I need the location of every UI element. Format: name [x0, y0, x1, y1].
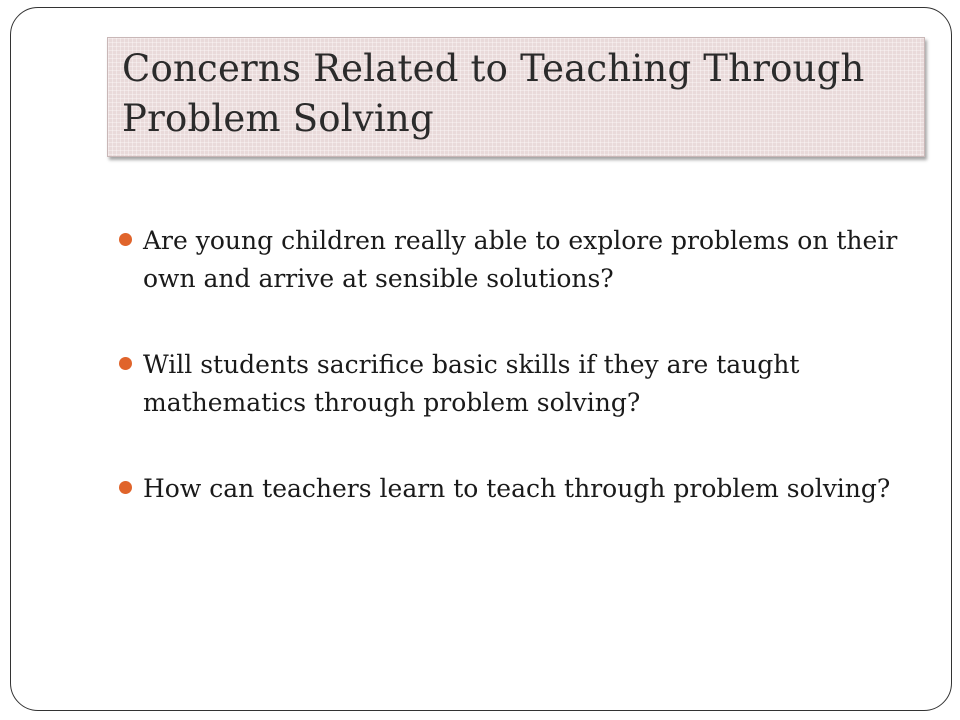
bullet-item — [119, 470, 919, 508]
bullet-text: Will students sacrifice basic skills if they are taught mathematics through problem solving? — [143, 350, 800, 417]
bullet-item — [119, 346, 919, 422]
bullet-dot-icon — [119, 233, 132, 246]
slide-frame — [10, 7, 952, 711]
bullet-item — [119, 222, 919, 298]
slide-title: Concerns Related to Teaching Through Problem Solving — [122, 47, 865, 140]
bullet-dot-icon — [119, 357, 132, 370]
bullet-dot-icon — [119, 481, 132, 494]
bullet-text: How can teachers learn to teach through problem solving? — [143, 474, 891, 503]
bullet-text: Are young children really able to explore problems on their own and arrive at sensible solutions? — [143, 226, 898, 293]
bullet-list — [119, 222, 919, 556]
title-box — [107, 37, 925, 157]
